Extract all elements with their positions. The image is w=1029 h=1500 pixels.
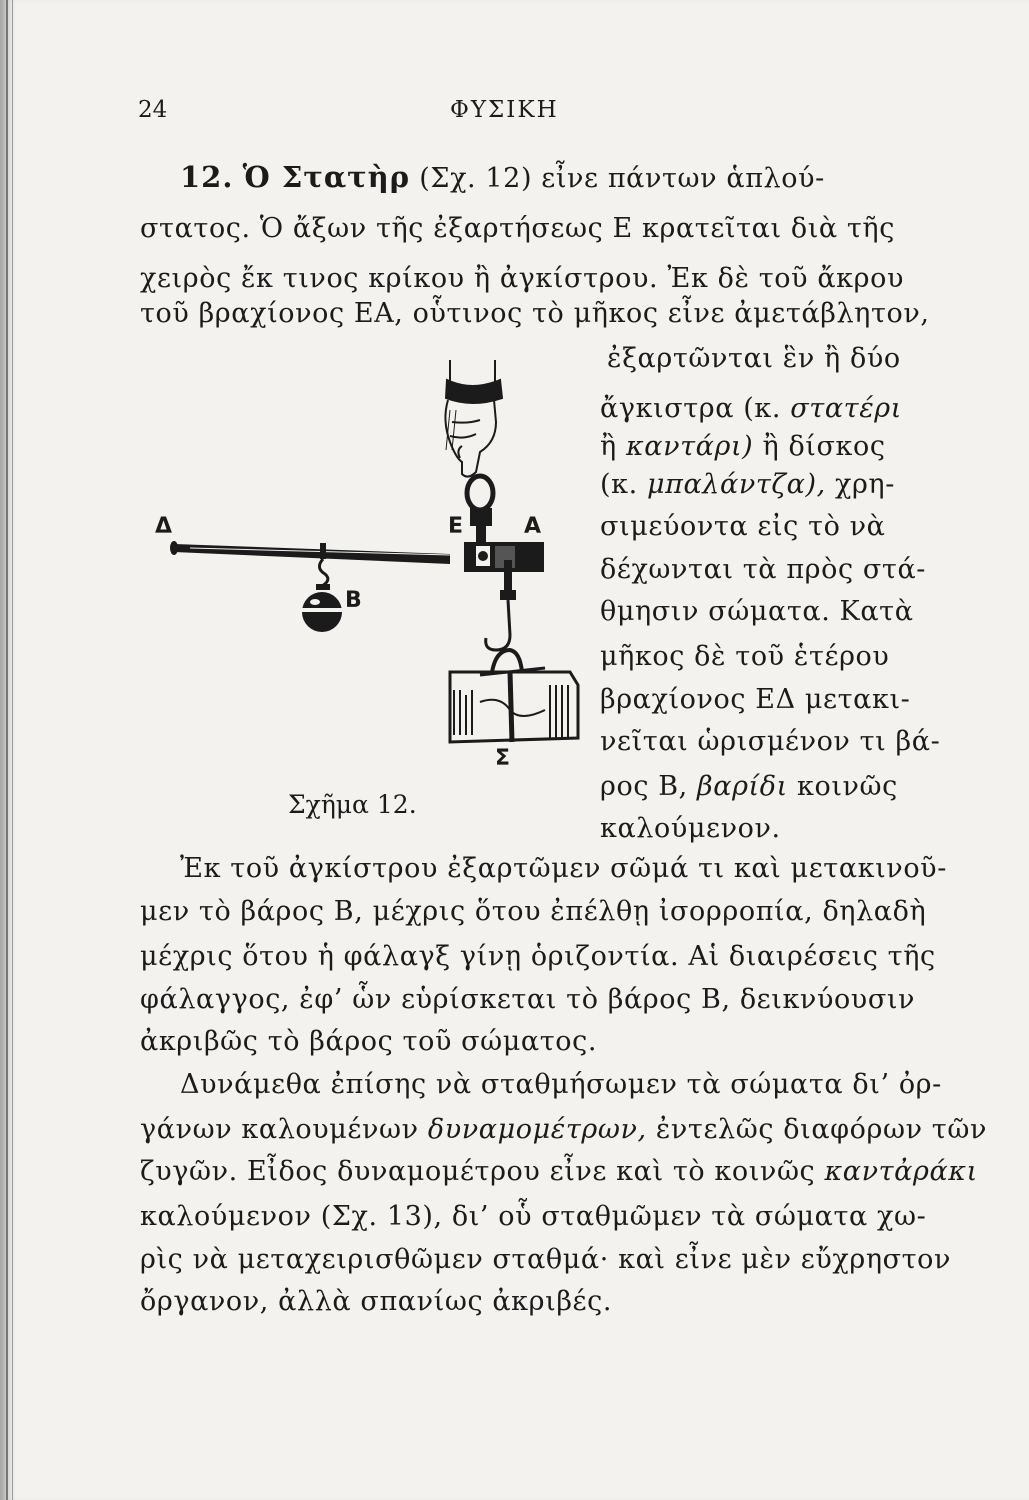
text-run: γάνων καλουμένων [140, 1114, 419, 1145]
side-text-line: μῆκος δὲ τοῦ ἑτέρου [600, 641, 890, 672]
side-text-line: θμησιν σώματα. Κατὰ [600, 596, 914, 627]
side-text-line: βραχίονος ΕΔ μετακι- [600, 684, 911, 715]
text-run: ἄγκιστρα (κ. [600, 393, 782, 424]
text-line: ρὶς νὰ μεταχειρισθῶμεν σταθμά· καὶ εἶνε μὲν εὔχρηστον [140, 1244, 952, 1275]
ring-icon [467, 476, 493, 510]
hook-icon [486, 560, 516, 650]
text-run: ἢ [600, 431, 617, 462]
italic-term: στατέρι [790, 393, 902, 424]
text-line: Δυνάμεθα ἐπίσης νὰ σταθμήσωμεν τὰ σώματα δι’ ὀρ- [180, 1069, 942, 1100]
side-text-line [600, 468, 895, 502]
side-text-line: νεῖται ὡρισμένον τι βά- [600, 726, 941, 757]
label-beta: Β [345, 588, 362, 613]
side-text-line: καλούμενον. [600, 813, 781, 844]
section-title: Ὁ Στατὴρ [242, 160, 411, 194]
text-line: μέχρις ὅτου ἡ φάλαγξ γίνῃ ὁριζοντία. Αἱ διαιρέσεις τῆς [140, 941, 936, 972]
figure-caption: Σχῆμα 12. [288, 790, 417, 819]
label-delta: Δ [155, 514, 173, 539]
text-run: ἐντελῶς διαφόρων τῶν [655, 1114, 987, 1145]
hand-icon [445, 360, 502, 477]
text-line: ὄργανον, ἀλλὰ σπανίως ἀκριβές. [140, 1286, 613, 1317]
beam-icon [170, 541, 544, 572]
label-sigma: Σ [495, 746, 511, 771]
side-text-line: σιμεύοντα εἰς τὸ νὰ [600, 511, 886, 542]
running-title: ΦΥΣΙΚΗ [450, 97, 559, 123]
label-epsilon: Ε [448, 514, 464, 539]
running-head [138, 97, 908, 137]
italic-term: μπαλάντζα), [646, 469, 826, 500]
text-line: φάλαγγος, ἐφ’ ὧν εὑρίσκεται τὸ βάρος Β, δεικνύουσιν [140, 984, 916, 1015]
page-edge-line [12, 0, 13, 1500]
section-heading-line [180, 160, 825, 196]
steelyard-figure [150, 350, 590, 810]
italic-term: καντἀράκι [824, 1156, 978, 1187]
side-text-line [600, 392, 902, 426]
text-line: ἀκριβῶς τὸ βάρος τοῦ σώματος. [140, 1026, 598, 1057]
steelyard-illustration [150, 350, 590, 810]
label-alpha: Α [524, 514, 542, 539]
text-line: στατος. Ὁ ἄξων τῆς ἐξαρτήσεως Ε κρατεῖται διὰ τῆς [140, 213, 895, 244]
side-text-line: δέχωνται τὰ πρὸς στά- [600, 554, 927, 585]
text-line: Ἐκ τοῦ ἀγκίστρου ἐξαρτῶμεν σῶμά τι καὶ μετακινοῦ- [180, 853, 947, 884]
text-line: τοῦ βραχίονος ΕΑ, οὗτινος τὸ μῆκος εἶνε ἀμετάβλητον, [140, 298, 930, 329]
page-number: 24 [138, 97, 168, 123]
text-run: ρος Β, [600, 771, 688, 802]
text-line: χειρὸς ἔκ τινος κρίκου ἢ ἀγκίστρου. Ἐκ δὲ τοῦ ἄκρου [140, 263, 904, 294]
side-text-line [600, 770, 898, 804]
section-number: 12. [180, 160, 234, 194]
text-run: (κ. [600, 469, 638, 500]
text-line: (Σχ. 12) εἶνε πάντων ἁπλού- [419, 163, 825, 194]
italic-term: βαρίδι [697, 771, 788, 802]
side-text-line [600, 430, 886, 464]
text-line [140, 1113, 987, 1147]
italic-term: καντάρι) [625, 431, 754, 462]
text-run: ἢ δίσκος [762, 431, 886, 462]
italic-term: δυναμομέτρων, [427, 1114, 647, 1145]
text-line: καλούμενον (Σχ. 13), δι’ οὗ σταθμῶμεν τὰ σώματα χω- [140, 1201, 927, 1232]
text-line: μεν τὸ βάρος Β, μέχρις ὅτου ἐπέλθῃ ἰσορροπία, δηλαδὴ [140, 896, 927, 927]
page-edge-line [6, 0, 8, 1500]
side-text-line: ἐξαρτῶνται ἓν ἢ δύο [607, 343, 901, 374]
load-bundle-icon [450, 650, 578, 742]
shackle-icon [470, 508, 492, 526]
text-run: ζυγῶν. Εἶδος δυναμομέτρου εἶνε καὶ τὸ κοινῶς [140, 1156, 816, 1187]
text-line [140, 1155, 978, 1189]
text-run: χρη- [834, 469, 895, 500]
text-run: κοινῶς [796, 771, 898, 802]
